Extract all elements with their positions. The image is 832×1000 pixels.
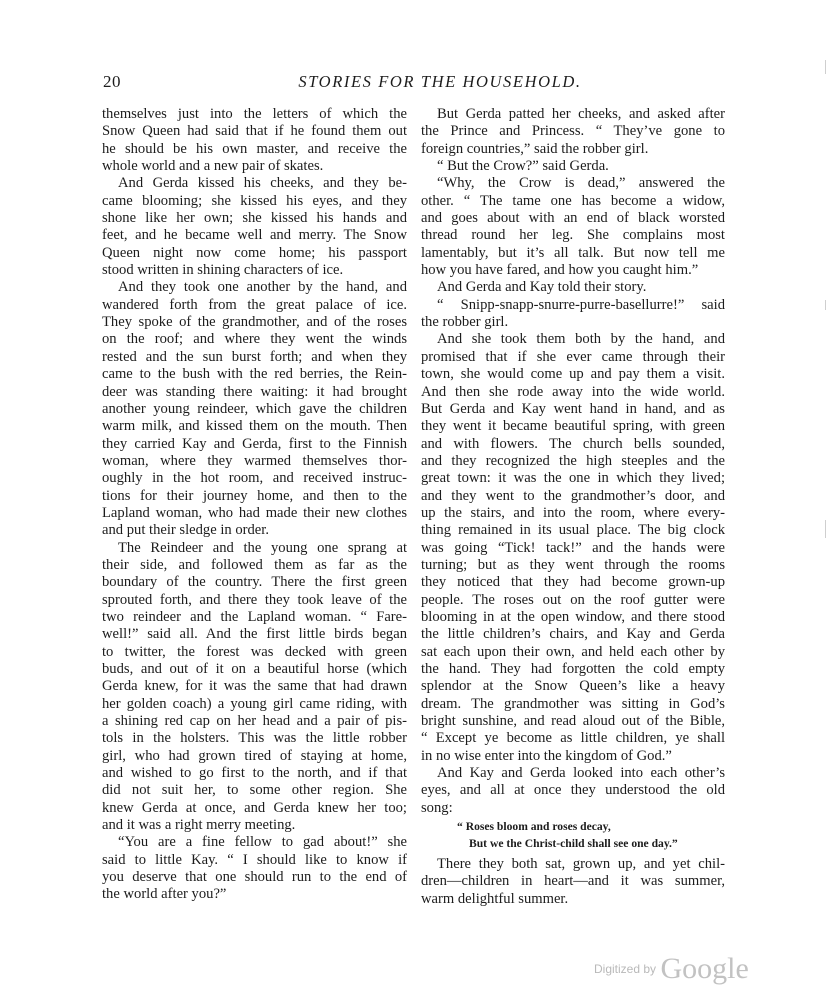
text-line: And then she rode away into the wide world. xyxy=(421,383,725,400)
digitized-watermark xyxy=(594,952,749,986)
scan-edge-mark xyxy=(825,520,826,538)
text-line: warm milk, and kissed them on the mouth. Then xyxy=(102,418,407,435)
text-line: themselves just into the letters of which the xyxy=(102,106,407,122)
text-line: on the roof; and where they went the winds xyxy=(102,331,407,348)
text-line: deer was standing there waiting: it had brought xyxy=(102,383,407,400)
text-line: their side, and followed them as far as the xyxy=(102,556,407,573)
text-line: And Gerda kissed his cheeks, and they be- xyxy=(118,175,407,192)
text-line: dren—children in heart—and it was summer, xyxy=(421,873,725,890)
text-line: to twitter, the forest was decked with green xyxy=(102,643,407,660)
text-line: turning; but as they went through the rooms xyxy=(421,556,725,573)
text-line: splendor at the Snow Queen’s like a heavy xyxy=(421,678,725,695)
text-line: they carried Kay and Gerda, first to the Finnish xyxy=(102,435,407,452)
text-line: and goes about with an end of black worsted xyxy=(421,210,725,227)
text-line: thing remained in its usual place. The big clock xyxy=(421,522,725,539)
text-line: shone like her own; she kissed his hands and xyxy=(102,210,407,227)
text-line: whole world and a new pair of skates. xyxy=(102,158,324,175)
text-line: Lapland woman, who had made their new clothes xyxy=(102,504,407,521)
running-title: STORIES FOR THE HOUSEHOLD. xyxy=(298,72,582,91)
text-line: the world after you?” xyxy=(102,886,227,903)
text-line: eyes, and all at once they understood the old xyxy=(421,782,725,799)
right-column-ending xyxy=(421,856,725,908)
text-line: girl, who had grown tired of staying at home, xyxy=(102,747,407,764)
text-line: “Why, the Crow is dead,” answered the xyxy=(437,175,725,192)
text-line: did not suit her, to some other region. She xyxy=(102,782,407,799)
text-line: knew Gerda at once, and Gerda knew her too; xyxy=(102,799,407,816)
text-line: they went it became beautiful spring, with green xyxy=(421,418,725,435)
text-line: song: xyxy=(421,799,453,816)
google-logo: Google xyxy=(660,952,749,985)
text-line: and they recognized the high steeples and the xyxy=(421,452,725,469)
text-line: another young reindeer, which gave the children xyxy=(102,400,407,417)
text-line: promised that if she ever came through their xyxy=(421,348,725,365)
text-line: up the stairs, and into the room, where every- xyxy=(421,504,725,521)
text-line: stood written in shining characters of ice. xyxy=(102,262,344,279)
text-line: said to little Kay. “ I should like to know if xyxy=(102,851,407,868)
text-line: sprouted forth, and there they took leave of the xyxy=(102,591,407,608)
text-line: oughly in the hot room, and received instruc- xyxy=(102,470,407,487)
text-line: bright sunshine, and read aloud out of the Bible, xyxy=(421,713,725,730)
page-number: 20 xyxy=(103,72,121,91)
text-line: “ But the Crow?” said Gerda. xyxy=(437,158,609,175)
text-line: But Gerda and Kay went hand in hand, and as xyxy=(421,400,725,417)
text-line: in no wise enter into the kingdom of God.” xyxy=(421,747,672,764)
text-line: “You are a fine fellow to gad about!” she xyxy=(118,834,407,851)
text-line: “ Except ye become as little children, ye shall xyxy=(421,730,725,747)
text-line: And Kay and Gerda looked into each other’s xyxy=(437,765,725,782)
text-line: Snow Queen had said that if he found them out xyxy=(102,123,407,140)
text-line: they noticed that they had become grown-up xyxy=(421,574,725,591)
text-line: There they both sat, grown up, and yet chil- xyxy=(437,856,725,873)
text-line: They spoke of the grandmother, and of the roses xyxy=(102,314,407,331)
text-line: thread round her leg. She complains most xyxy=(421,227,725,244)
text-line: her golden coach) a young girl came riding, with xyxy=(102,695,407,712)
text-line: rested and the sun burst forth; and when they xyxy=(102,348,407,365)
text-line: and put their sledge in order. xyxy=(102,522,269,539)
text-line: and they went to the grandmother’s door, and xyxy=(421,487,725,504)
text-line: And they took one another by the hand, and xyxy=(118,279,407,296)
text-line: Queen night now come home; his passport xyxy=(102,244,407,261)
scan-edge-mark xyxy=(825,300,826,310)
text-line: blooming in at the open window, and there stood xyxy=(421,608,725,625)
text-line: you deserve that one should run to the end of xyxy=(102,869,407,886)
scan-edge-mark xyxy=(825,60,826,74)
text-line: foreign countries,” said the robber girl. xyxy=(421,140,649,157)
verse-line-1: “ Roses bloom and roses decay, xyxy=(457,820,611,834)
text-line: town, she would come up and pay them a visit. xyxy=(421,366,725,383)
text-line: lamentably, but it’s all talk. But now tell me xyxy=(421,244,725,261)
text-line: how you have fared, and how you caught him.” xyxy=(421,262,699,279)
left-text-column xyxy=(102,106,407,904)
text-line: he should be his own master, and receive the xyxy=(102,140,407,157)
text-line: tols in the holsters. This was the little robber xyxy=(102,730,407,747)
verse-line-2: But we the Christ-child shall see one day.” xyxy=(469,837,678,851)
right-column-body xyxy=(421,106,725,817)
text-line: woman, where they warmed themselves thor- xyxy=(102,452,407,469)
text-line: But Gerda patted her cheeks, and asked after xyxy=(437,106,725,122)
text-line: a shining red cap on her head and a pair of pis- xyxy=(102,713,407,730)
text-line: and wished to go first to the north, and if that xyxy=(102,765,407,782)
text-line: and with flowers. The church bells sounded, xyxy=(421,435,725,452)
text-line: well!” said all. And the first little birds began xyxy=(102,626,407,643)
text-line: great town: it was the one in which they lived; xyxy=(421,470,725,487)
text-line: dream. The grandmother was sitting in God’s xyxy=(421,695,725,712)
text-line: “ Snipp-snapp-snurre-purre-basellurre!” said xyxy=(437,296,725,313)
text-line: the Prince and Princess. “ They’ve gone to xyxy=(421,123,725,140)
right-text-column xyxy=(421,106,725,908)
text-line: The Reindeer and the young one sprang at xyxy=(118,539,407,556)
watermark-prefix: Digitized by xyxy=(594,962,657,976)
text-line: And Gerda and Kay told their story. xyxy=(437,279,647,296)
text-line: two reindeer and the Lapland woman. “ Fare- xyxy=(102,608,407,625)
text-line: was going “Tick! tack!” and the hands were xyxy=(421,539,725,556)
text-line: sat each upon their own, and held each other by xyxy=(421,643,725,660)
text-line: came blooming; she kissed his eyes, and they xyxy=(102,192,407,209)
text-line: feet, and he became well and merry. The Snow xyxy=(102,227,407,244)
text-line: wandered forth from the great palace of ice. xyxy=(102,296,407,313)
text-line: Gerda knew, for it was the same that had drawn xyxy=(102,678,407,695)
text-line: the robber girl. xyxy=(421,314,509,331)
text-line: people. The roses out on the roof gutter were xyxy=(421,591,725,608)
text-line: the hand. They had forgotten the cold empty xyxy=(421,661,725,677)
text-line: buds, and out of it on a beautiful horse (which xyxy=(102,661,407,677)
verse-quotation xyxy=(421,818,725,852)
text-line: the little children’s chairs, and Kay and Gerda xyxy=(421,626,725,643)
text-line: tions for their journey home, and then to the xyxy=(102,487,407,504)
text-line: boundary of the country. There the first green xyxy=(102,574,407,591)
text-line: came to the bush with the red berries, the Rein- xyxy=(102,366,407,383)
text-line: and it was a right merry meeting. xyxy=(102,817,296,834)
text-line: And she took them both by the hand, and xyxy=(437,331,725,348)
text-line: other. “ The tame one has become a widow, xyxy=(421,192,725,209)
text-line: warm delightful summer. xyxy=(421,890,569,907)
